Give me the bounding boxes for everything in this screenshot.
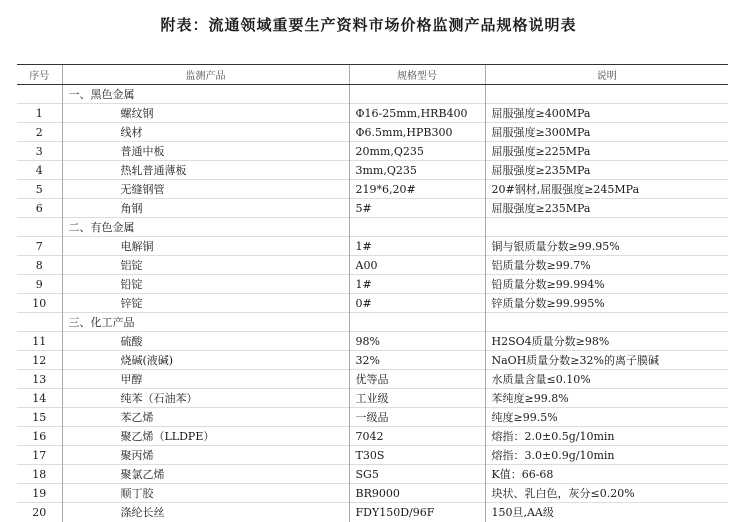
description: 熔指：2.0±0.5g/10min [485,427,728,446]
spec-model: 0# [349,294,485,313]
row-number: 18 [17,465,62,484]
row-number: 7 [17,237,62,256]
table-row [17,180,728,199]
page-title: 附表：流通领域重要生产资料市场价格监测产品规格说明表 [160,16,577,34]
category-name: 一、黑色金属 [62,85,349,104]
category-spec-cell [349,313,485,332]
table-row [17,408,728,427]
product-name: 顺丁胶 [62,484,349,503]
row-number: 13 [17,370,62,389]
col-header-spec: 规格型号 [349,65,485,85]
row-number: 8 [17,256,62,275]
category-spec-cell [349,85,485,104]
product-name: 硫酸 [62,332,349,351]
row-number: 6 [17,199,62,218]
category-row [17,313,728,332]
category-row [17,85,728,104]
table-row [17,465,728,484]
row-number: 10 [17,294,62,313]
description: 铝质量分数≥99.7% [485,256,728,275]
col-header-no: 序号 [17,65,62,85]
row-number: 19 [17,484,62,503]
table-row [17,142,728,161]
spec-model: Φ6.5mm,HPB300 [349,123,485,142]
spec-model: Φ16-25mm,HRB400 [349,104,485,123]
spec-model: 一级品 [349,408,485,427]
spec-model: 优等品 [349,370,485,389]
spec-model: T30S [349,446,485,465]
description: 锌质量分数≥99.995% [485,294,728,313]
description: 铅质量分数≥99.994% [485,275,728,294]
category-desc-cell [485,218,728,237]
table-row [17,161,728,180]
product-name: 烧碱(液碱) [62,351,349,370]
product-name: 聚乙烯（LLDPE） [62,427,349,446]
product-name: 聚丙烯 [62,446,349,465]
description: 屈服强度≥225MPa [485,142,728,161]
description: 纯度≥99.5% [485,408,728,427]
description: 20#钢材,屈服强度≥245MPa [485,180,728,199]
spec-model: BR9000 [349,484,485,503]
spec-model: 219*6,20# [349,180,485,199]
product-name: 聚氯乙烯 [62,465,349,484]
table-row [17,275,728,294]
product-name: 锌锭 [62,294,349,313]
product-name: 涤纶长丝 [62,503,349,522]
spec-model: 工业级 [349,389,485,408]
description: 屈服强度≥235MPa [485,199,728,218]
spec-model: 1# [349,237,485,256]
table-row [17,446,728,465]
product-name: 苯乙烯 [62,408,349,427]
description: 屈服强度≥400MPa [485,104,728,123]
description: 水质量含量≤0.10% [485,370,728,389]
product-name: 铅锭 [62,275,349,294]
product-name: 角钢 [62,199,349,218]
description: NaOH质量分数≥32%的离子膜碱 [485,351,728,370]
spec-model: 20mm,Q235 [349,142,485,161]
category-no-cell [17,218,62,237]
spec-model: 7042 [349,427,485,446]
table-row [17,123,728,142]
spec-table [17,64,728,522]
product-name: 电解铜 [62,237,349,256]
row-number: 3 [17,142,62,161]
table-row [17,427,728,446]
row-number: 11 [17,332,62,351]
category-no-cell [17,313,62,332]
row-number: 17 [17,446,62,465]
description: 熔指：3.0±0.9g/10min [485,446,728,465]
category-name: 三、化工产品 [62,313,349,332]
row-number: 4 [17,161,62,180]
table-row [17,351,728,370]
category-desc-cell [485,313,728,332]
product-name: 甲醇 [62,370,349,389]
description: 块状、乳白色，灰分≤0.20% [485,484,728,503]
description: K值：66-68 [485,465,728,484]
spec-model: 5# [349,199,485,218]
row-number: 2 [17,123,62,142]
row-number: 1 [17,104,62,123]
description: 苯纯度≥99.8% [485,389,728,408]
col-header-product: 监测产品 [62,65,349,85]
spec-model: SG5 [349,465,485,484]
category-no-cell [17,85,62,104]
row-number: 5 [17,180,62,199]
product-name: 热轧普通薄板 [62,161,349,180]
product-name: 线材 [62,123,349,142]
category-desc-cell [485,85,728,104]
category-spec-cell [349,218,485,237]
description: 屈服强度≥300MPa [485,123,728,142]
description: 150旦,AA级 [485,503,728,522]
product-name: 无缝钢管 [62,180,349,199]
row-number: 9 [17,275,62,294]
table-row [17,237,728,256]
table-row [17,503,728,522]
spec-model: FDY150D/96F [349,503,485,522]
table-body [17,85,728,522]
table-row [17,294,728,313]
product-name: 普通中板 [62,142,349,161]
row-number: 14 [17,389,62,408]
product-name: 纯苯（石油苯） [62,389,349,408]
spec-model: 3mm,Q235 [349,161,485,180]
description: 屈服强度≥235MPa [485,161,728,180]
table-row [17,332,728,351]
table-row [17,370,728,389]
table-row [17,484,728,503]
spec-model: 98% [349,332,485,351]
spec-model: 1# [349,275,485,294]
row-number: 15 [17,408,62,427]
product-name: 螺纹钢 [62,104,349,123]
row-number: 16 [17,427,62,446]
col-header-desc: 说明 [485,65,728,85]
spec-model: A00 [349,256,485,275]
spec-model: 32% [349,351,485,370]
row-number: 20 [17,503,62,522]
description: 铜与银质量分数≥99.95% [485,237,728,256]
row-number: 12 [17,351,62,370]
category-name: 二、有色金属 [62,218,349,237]
category-row [17,218,728,237]
description: H2SO4质量分数≥98% [485,332,728,351]
table-row [17,389,728,408]
product-name: 铝锭 [62,256,349,275]
table-row [17,256,728,275]
table-row [17,199,728,218]
table-header-row [17,65,728,85]
table-row [17,104,728,123]
